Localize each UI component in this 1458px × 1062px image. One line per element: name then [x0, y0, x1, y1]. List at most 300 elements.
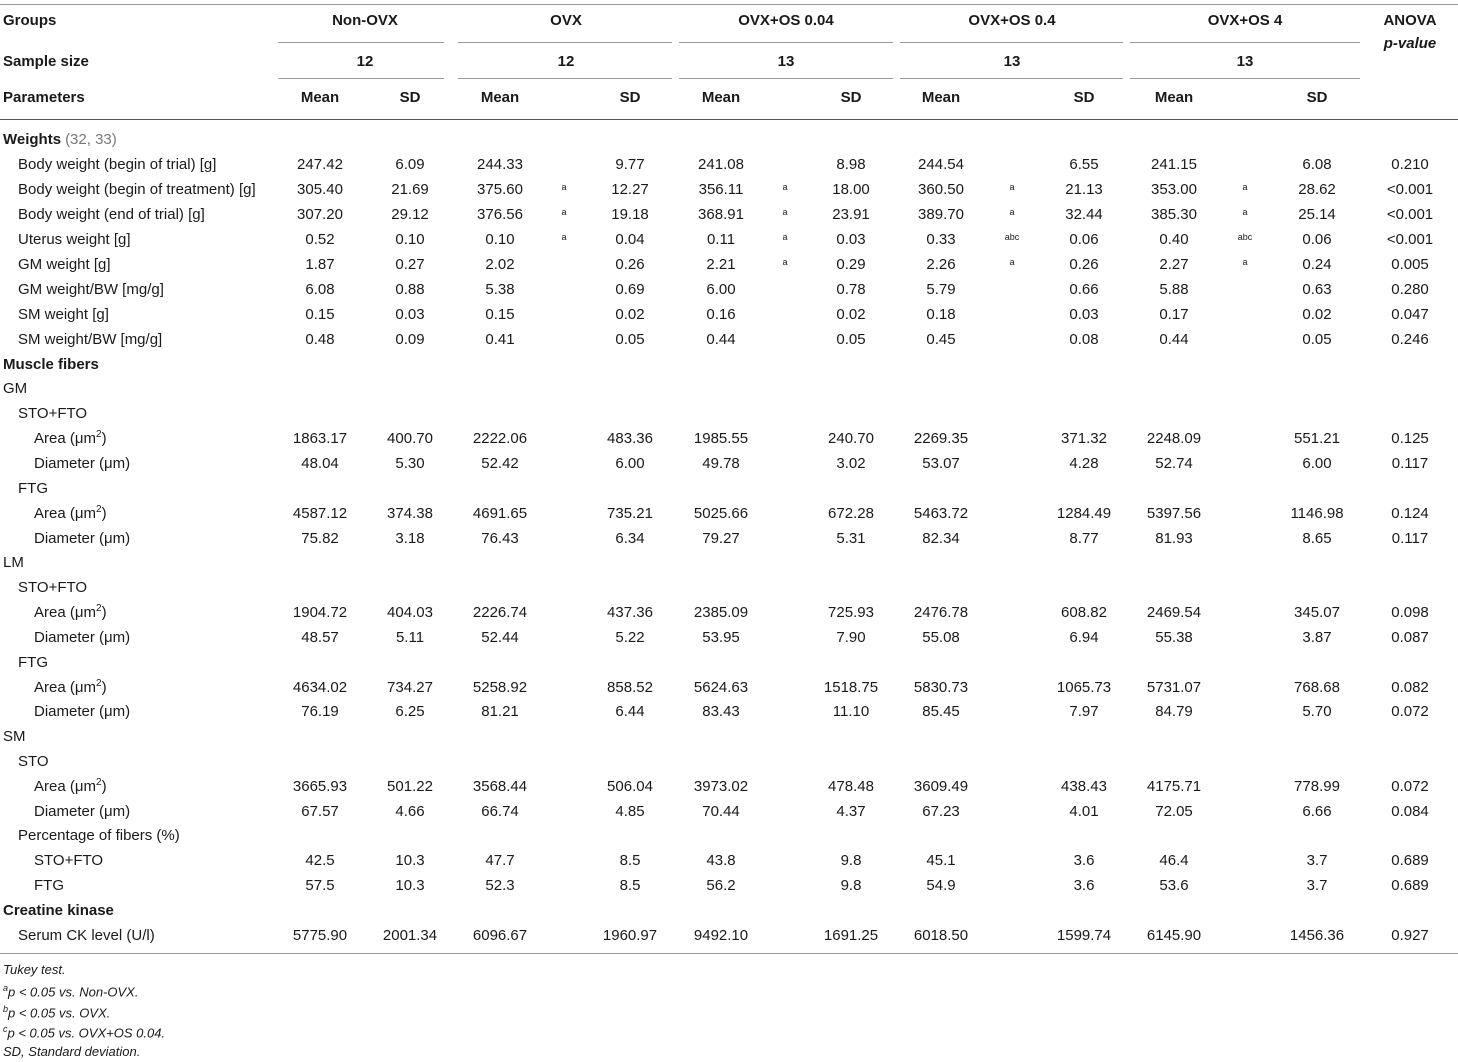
unit-superscript: 2: [96, 678, 102, 689]
row-label-text: Diameter (μm): [34, 803, 131, 820]
sd-value: 10.3: [395, 852, 425, 869]
significance-marker: a: [1242, 182, 1248, 192]
sd-value: 1518.75: [823, 679, 879, 696]
sample-size-value: 13: [1236, 53, 1254, 70]
group-name: Non-OVX: [332, 12, 398, 29]
sd-value: 725.93: [828, 604, 874, 621]
footnote-text: SD, Standard deviation.: [3, 1044, 141, 1059]
mean-value: 0.15: [305, 306, 335, 323]
anova-p-value: 0.125: [1391, 430, 1429, 447]
mean-value: 2469.54: [1146, 604, 1202, 621]
mean-value: 43.8: [706, 852, 736, 869]
mean-value: 56.2: [706, 877, 736, 894]
sample-size-value: 12: [356, 53, 374, 70]
mean-value: 4691.65: [472, 505, 528, 522]
mean-value: 3973.02: [693, 778, 749, 795]
sd-value: 0.03: [1069, 306, 1099, 323]
row-label: [18, 650, 48, 675]
mean-header: Mean: [701, 89, 741, 106]
unit-close: ): [101, 604, 107, 621]
mean-value: 2.26: [926, 256, 956, 273]
mean-value: 6018.50: [913, 927, 969, 944]
row-label: [3, 376, 27, 401]
row-label: [34, 873, 64, 898]
groups-label: Groups: [3, 12, 57, 29]
mean-value: 42.5: [305, 852, 335, 869]
sd-value: 5.30: [395, 455, 425, 472]
row-label-text: Body weight (end of trial) [g]: [18, 206, 205, 223]
sd-value: 0.05: [1302, 331, 1332, 348]
row-label: [18, 202, 205, 227]
table-row: [0, 526, 1458, 551]
group-name: OVX+OS 0.04: [738, 12, 834, 29]
footnote: [3, 983, 138, 999]
mean-value: 82.34: [922, 530, 960, 547]
row-label-text: Body weight (begin of treatment) [g]: [18, 181, 256, 198]
anova-p-value: 0.072: [1391, 778, 1429, 795]
table-row: [0, 799, 1458, 824]
row-label-text: Percentage of fibers (%): [18, 827, 180, 844]
unit-close: ): [101, 430, 107, 447]
row-label: [34, 451, 130, 476]
sd-value: 0.05: [836, 331, 866, 348]
anova-p-value: 0.047: [1391, 306, 1429, 323]
footnote: [3, 1004, 110, 1020]
mean-value: 0.44: [706, 331, 736, 348]
unit-superscript: 2: [96, 429, 102, 440]
group-underline: [1130, 42, 1360, 43]
row-label-text: SM weight [g]: [18, 306, 109, 323]
unit-superscript: 2: [96, 603, 102, 614]
sd-header: SD: [399, 89, 421, 106]
parameters-label: Parameters: [3, 89, 85, 106]
group-underline: [900, 42, 1123, 43]
row-label-text: GM weight [g]: [18, 256, 111, 273]
sd-header: SD: [619, 89, 641, 106]
sd-value: 778.99: [1294, 778, 1340, 795]
row-label: [34, 625, 130, 650]
anova-p-value: 0.117: [1391, 455, 1429, 472]
group-underline: [900, 78, 1123, 79]
sd-value: 0.09: [395, 331, 425, 348]
footnote: [3, 1044, 140, 1059]
sd-value: 8.5: [619, 852, 641, 869]
mean-value: 76.43: [481, 530, 519, 547]
mean-value: 353.00: [1151, 181, 1197, 198]
unit-superscript: 2: [96, 777, 102, 788]
significance-marker: abc: [1004, 232, 1020, 242]
sd-value: 7.90: [836, 629, 866, 646]
row-label-text: Area (μm: [34, 778, 96, 795]
mean-value: 5463.72: [913, 505, 969, 522]
table-row: [0, 774, 1458, 799]
mean-value: 4587.12: [292, 505, 348, 522]
sd-value: 1960.97: [602, 927, 658, 944]
row-label-text: Body weight (begin of trial) [g]: [18, 156, 217, 173]
row-label-text: GM weight/BW [mg/g]: [18, 281, 164, 298]
mean-value: 55.08: [922, 629, 960, 646]
significance-marker: a: [782, 207, 788, 217]
mean-value: 57.5: [305, 877, 335, 894]
sd-value: 3.87: [1302, 629, 1332, 646]
row-label: [18, 152, 216, 177]
mean-value: 6.08: [305, 281, 335, 298]
sd-value: 4.66: [395, 803, 425, 820]
anova-p-value: 0.280: [1391, 281, 1429, 298]
sd-value: 0.66: [1069, 281, 1099, 298]
group-name: OVX+OS 0.4: [968, 12, 1056, 29]
mean-value: 241.08: [698, 156, 744, 173]
sd-value: 19.18: [611, 206, 649, 223]
mean-value: 49.78: [702, 455, 740, 472]
mean-value: 76.19: [301, 703, 339, 720]
mean-value: 5775.90: [292, 927, 348, 944]
mean-value: 5.38: [485, 281, 515, 298]
row-label-text: Area (μm: [34, 430, 96, 447]
sd-value: 5.11: [395, 629, 425, 646]
sd-value: 735.21: [607, 505, 653, 522]
mean-value: 1863.17: [292, 430, 348, 447]
mean-header: Mean: [300, 89, 340, 106]
mean-value: 2.02: [485, 256, 515, 273]
sd-value: 0.02: [615, 306, 645, 323]
section-row: [0, 352, 1458, 377]
sd-value: 1456.36: [1289, 927, 1345, 944]
sd-value: 0.02: [836, 306, 866, 323]
mean-value: 1904.72: [292, 604, 348, 621]
sd-value: 28.62: [1298, 181, 1336, 198]
section-title: Weights: [3, 131, 62, 148]
sd-value: 9.77: [615, 156, 645, 173]
sd-value: 18.00: [832, 181, 870, 198]
section-row: [0, 898, 1458, 923]
sd-value: 8.65: [1302, 530, 1332, 547]
mean-value: 375.60: [477, 181, 523, 198]
unit-close: ): [101, 679, 107, 696]
mean-value: 5624.63: [693, 679, 749, 696]
mean-value: 72.05: [1155, 803, 1193, 820]
sd-value: 21.13: [1065, 181, 1103, 198]
significance-marker: a: [1009, 207, 1015, 217]
mean-value: 5258.92: [472, 679, 528, 696]
sd-value: 0.03: [395, 306, 425, 323]
sd-value: 0.08: [1069, 331, 1099, 348]
sd-value: 4.01: [1069, 803, 1099, 820]
sd-value: 10.3: [395, 877, 425, 894]
sd-value: 5.70: [1302, 703, 1332, 720]
sd-value: 374.38: [387, 505, 433, 522]
row-label: [3, 352, 99, 377]
row-label-text: Diameter (μm): [34, 703, 131, 720]
sd-value: 501.22: [387, 778, 433, 795]
unit-close: ): [101, 778, 107, 795]
sd-value: 0.06: [1069, 231, 1099, 248]
row-label-text: Diameter (μm): [34, 629, 131, 646]
footnote: [3, 1024, 165, 1040]
row-label: [34, 675, 107, 700]
anova-p-value: 0.124: [1391, 505, 1429, 522]
group-row: [0, 401, 1458, 426]
sd-value: 0.26: [615, 256, 645, 273]
group-underline: [458, 78, 672, 79]
mean-value: 244.54: [918, 156, 964, 173]
table-row: [0, 277, 1458, 302]
sd-value: 0.26: [1069, 256, 1099, 273]
sd-value: 1691.25: [823, 927, 879, 944]
sd-value: 6.44: [615, 703, 645, 720]
mean-value: 2.27: [1159, 256, 1189, 273]
mean-value: 5.79: [926, 281, 956, 298]
mean-value: 81.93: [1155, 530, 1193, 547]
row-label: [3, 127, 117, 152]
table-row: [0, 327, 1458, 352]
sd-value: 0.06: [1302, 231, 1332, 248]
table-row: [0, 675, 1458, 700]
sd-value: 551.21: [1294, 430, 1340, 447]
anova-p-value: 0.072: [1391, 703, 1429, 720]
reference-link[interactable]: (32, 33): [65, 131, 117, 148]
significance-marker: a: [1242, 207, 1248, 217]
top-rule: [0, 4, 1458, 5]
mean-value: 2222.06: [472, 430, 528, 447]
mean-value: 244.33: [477, 156, 523, 173]
sd-value: 29.12: [391, 206, 429, 223]
mean-value: 70.44: [702, 803, 740, 820]
mean-value: 45.1: [926, 852, 956, 869]
mean-value: 0.11: [706, 231, 736, 248]
anova-p-value: 0.084: [1391, 803, 1429, 820]
mean-value: 2248.09: [1146, 430, 1202, 447]
mean-value: 247.42: [297, 156, 343, 173]
unit-superscript: 2: [96, 504, 102, 515]
anova-p-value: 0.689: [1391, 852, 1429, 869]
mean-value: 1.87: [305, 256, 335, 273]
mean-value: 81.21: [481, 703, 519, 720]
mean-value: 5025.66: [693, 505, 749, 522]
anova-p-value: 0.117: [1391, 530, 1429, 547]
sd-value: 437.36: [607, 604, 653, 621]
mean-value: 5397.56: [1146, 505, 1202, 522]
bottom-rule: [0, 953, 1458, 954]
row-label: [34, 699, 130, 724]
mean-value: 48.04: [301, 455, 339, 472]
sd-value: 438.43: [1061, 778, 1107, 795]
mean-value: 0.52: [305, 231, 335, 248]
significance-marker: a: [1242, 257, 1248, 267]
section-title: Creatine kinase: [3, 902, 114, 919]
sample-size-value: 13: [1003, 53, 1021, 70]
unit-close: ): [101, 505, 107, 522]
sd-value: 0.29: [836, 256, 866, 273]
row-label: [18, 177, 256, 202]
mean-value: 47.7: [485, 852, 515, 869]
sd-value: 3.7: [1306, 852, 1328, 869]
mean-value: 55.38: [1155, 629, 1193, 646]
group-row: [0, 823, 1458, 848]
mean-value: 53.95: [702, 629, 740, 646]
mean-value: 389.70: [918, 206, 964, 223]
mean-value: 6096.67: [472, 927, 528, 944]
sd-value: 8.98: [836, 156, 866, 173]
section-title: Muscle fibers: [3, 356, 99, 373]
table-row: [0, 625, 1458, 650]
sd-value: 1284.49: [1056, 505, 1112, 522]
significance-marker: a: [561, 182, 567, 192]
table-row: [0, 699, 1458, 724]
group-name: OVX+OS 4: [1207, 12, 1283, 29]
row-label: [34, 501, 107, 526]
table-row: [0, 177, 1458, 202]
row-label: [18, 252, 111, 277]
anova-p-value: 0.927: [1391, 927, 1429, 944]
mean-value: 3665.93: [292, 778, 348, 795]
sd-value: 0.03: [836, 231, 866, 248]
sd-value: 4.85: [615, 803, 645, 820]
table-row: [0, 227, 1458, 252]
row-label: [34, 799, 130, 824]
mean-value: 241.15: [1151, 156, 1197, 173]
sd-header: SD: [840, 89, 862, 106]
sd-value: 1065.73: [1056, 679, 1112, 696]
sd-value: 768.68: [1294, 679, 1340, 696]
anova-p-value: <0.001: [1386, 206, 1434, 223]
row-label-text: Diameter (μm): [34, 530, 131, 547]
group-underline: [278, 78, 444, 79]
row-label: [34, 526, 130, 551]
sd-value: 7.97: [1069, 703, 1099, 720]
sd-value: 6.09: [395, 156, 425, 173]
anova-header: ANOVA: [1383, 12, 1437, 29]
row-label: [18, 277, 164, 302]
footnote-marker: a: [3, 983, 9, 993]
mean-value: 46.4: [1159, 852, 1189, 869]
group-row: [0, 376, 1458, 401]
row-label-text: Serum CK level (U/l): [18, 927, 155, 944]
group-row: [0, 550, 1458, 575]
mean-value: 0.16: [706, 306, 736, 323]
group-row: [0, 724, 1458, 749]
row-label-text: SM weight/BW [mg/g]: [18, 331, 163, 348]
mean-value: 307.20: [297, 206, 343, 223]
row-label: [18, 823, 180, 848]
mean-value: 52.3: [485, 877, 515, 894]
anova-p-value: 0.005: [1391, 256, 1429, 273]
sd-value: 23.91: [832, 206, 870, 223]
sd-value: 0.78: [836, 281, 866, 298]
sample-size-value: 13: [777, 53, 795, 70]
sd-value: 2001.34: [382, 927, 438, 944]
row-label-text: FTG: [34, 877, 64, 894]
mean-value: 356.11: [698, 181, 744, 198]
row-label: [3, 898, 114, 923]
table-row: [0, 873, 1458, 898]
mean-value: 6.00: [706, 281, 736, 298]
group-name: OVX: [550, 12, 582, 29]
row-label: [34, 426, 107, 451]
row-label-text: STO+FTO: [34, 852, 104, 869]
row-label-text: FTG: [18, 654, 48, 671]
group-row: [0, 749, 1458, 774]
sd-value: 858.52: [607, 679, 653, 696]
header-rule: [0, 119, 1458, 120]
mean-value: 84.79: [1155, 703, 1193, 720]
table-row: [0, 451, 1458, 476]
row-label: [3, 724, 26, 749]
sd-value: 3.6: [1073, 877, 1095, 894]
mean-value: 0.17: [1159, 306, 1189, 323]
mean-value: 85.45: [922, 703, 960, 720]
row-label-text: LM: [3, 554, 24, 571]
sd-value: 5.31: [836, 530, 866, 547]
anova-p-value: 0.210: [1391, 156, 1429, 173]
mean-value: 0.45: [926, 331, 956, 348]
mean-value: 54.9: [926, 877, 956, 894]
sd-value: 6.00: [1302, 455, 1332, 472]
significance-marker: abc: [1237, 232, 1253, 242]
anova-p-value: 0.087: [1391, 629, 1429, 646]
row-label-text: GM: [3, 380, 28, 397]
anova-p-value: 0.246: [1391, 331, 1429, 348]
row-label-text: Diameter (μm): [34, 455, 131, 472]
mean-value: 66.74: [481, 803, 519, 820]
group-underline: [278, 42, 444, 43]
sd-value: 6.08: [1302, 156, 1332, 173]
table-row: [0, 152, 1458, 177]
anova-p-value: <0.001: [1386, 231, 1434, 248]
mean-value: 6145.90: [1146, 927, 1202, 944]
row-label: [18, 227, 131, 252]
sd-value: 25.14: [1298, 206, 1336, 223]
sd-value: 6.00: [615, 455, 645, 472]
group-underline: [1130, 78, 1360, 79]
sd-value: 0.63: [1302, 281, 1332, 298]
sd-value: 400.70: [387, 430, 433, 447]
mean-value: 75.82: [301, 530, 339, 547]
sd-value: 6.55: [1069, 156, 1099, 173]
sd-value: 5.22: [615, 629, 645, 646]
footnote-marker: b: [3, 1004, 9, 1014]
anova-p-value: 0.098: [1391, 604, 1429, 621]
sd-value: 9.8: [840, 877, 862, 894]
mean-value: 4634.02: [292, 679, 348, 696]
table-row: [0, 600, 1458, 625]
mean-value: 79.27: [702, 530, 740, 547]
sd-value: 11.10: [832, 703, 870, 720]
significance-marker: a: [1009, 257, 1015, 267]
row-label-text: STO+FTO: [18, 579, 88, 596]
sd-value: 3.6: [1073, 852, 1095, 869]
sd-value: 371.32: [1061, 430, 1107, 447]
sd-value: 506.04: [607, 778, 653, 795]
mean-value: 4175.71: [1146, 778, 1202, 795]
mean-value: 9492.10: [693, 927, 749, 944]
sd-value: 0.69: [615, 281, 645, 298]
sd-value: 240.70: [828, 430, 874, 447]
mean-value: 0.33: [926, 231, 956, 248]
footnote: [3, 962, 66, 977]
mean-value: 2226.74: [472, 604, 528, 621]
table-row: [0, 848, 1458, 873]
mean-value: 2476.78: [913, 604, 969, 621]
footnote-text: Tukey test.: [3, 962, 66, 977]
row-label: [18, 749, 49, 774]
mean-value: 0.18: [926, 306, 956, 323]
table-row: [0, 252, 1458, 277]
significance-marker: a: [561, 232, 567, 242]
significance-marker: a: [782, 232, 788, 242]
row-label: [18, 575, 87, 600]
row-label-text: STO+FTO: [18, 405, 88, 422]
